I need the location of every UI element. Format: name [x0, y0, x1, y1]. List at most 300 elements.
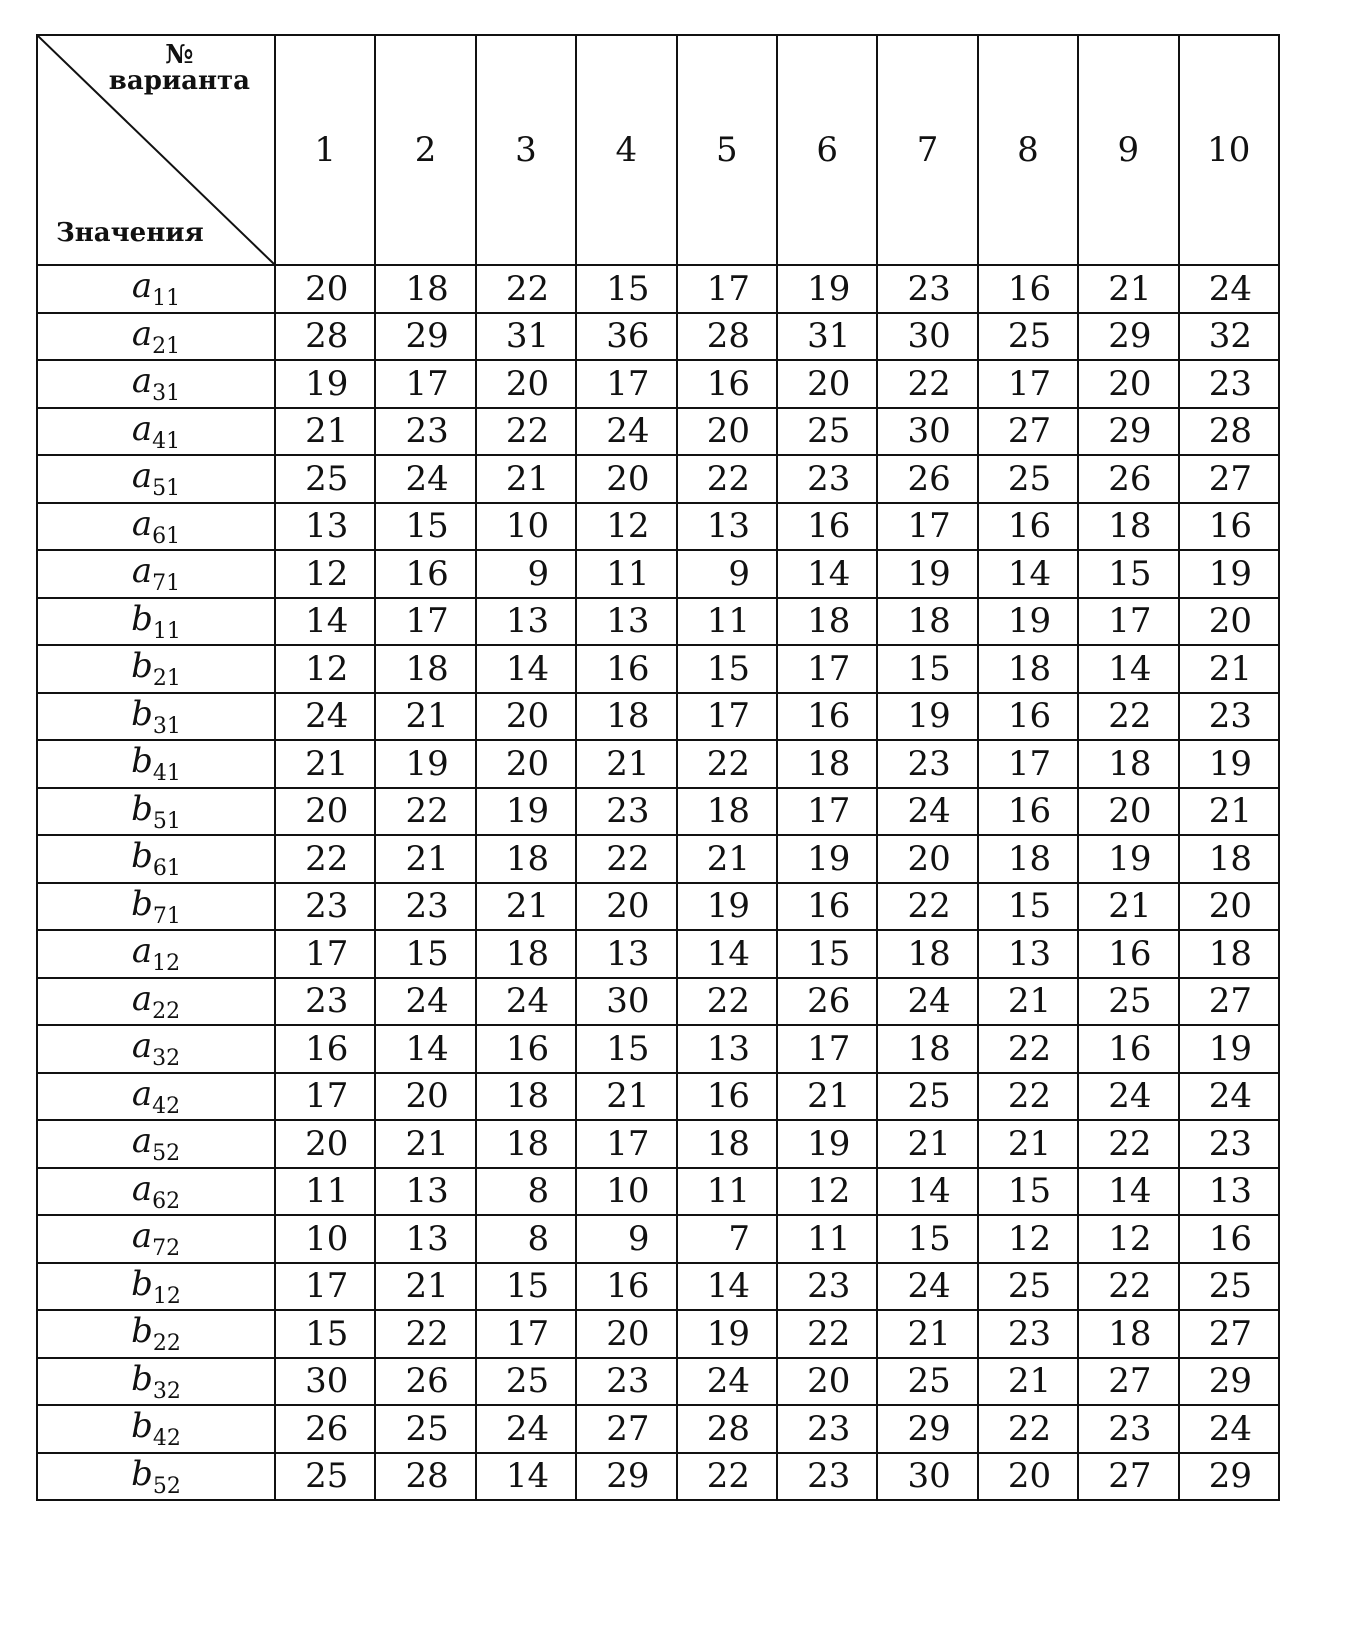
value-cell: 19 — [1179, 1025, 1279, 1073]
table-row — [37, 883, 1279, 931]
value-cell: 26 — [877, 455, 977, 503]
value-cell: 11 — [275, 1168, 375, 1216]
value-cell: 20 — [1179, 598, 1279, 646]
value-cell: 25 — [476, 1358, 576, 1406]
value-cell: 20 — [476, 360, 576, 408]
number-sign: № — [165, 40, 194, 70]
values-label: Значения — [56, 218, 204, 248]
row-label-variable: b — [131, 883, 153, 924]
row-label — [37, 503, 275, 551]
row-label-variable: a — [131, 1121, 153, 1162]
value-cell: 32 — [1179, 313, 1279, 361]
value-cell: 18 — [476, 1120, 576, 1168]
value-cell: 23 — [576, 1358, 676, 1406]
value-cell: 21 — [978, 1358, 1078, 1406]
row-label-variable: b — [131, 693, 153, 734]
row-label — [37, 883, 275, 931]
value-cell: 18 — [978, 645, 1078, 693]
value-cell: 21 — [1179, 645, 1279, 693]
row-label-subscript: 11 — [152, 618, 181, 644]
value-cell: 23 — [1078, 1405, 1178, 1453]
row-label-variable: a — [131, 456, 153, 497]
value-cell: 31 — [476, 313, 576, 361]
value-cell: 20 — [978, 1453, 1078, 1501]
table-row — [37, 550, 1279, 598]
value-cell: 14 — [677, 930, 777, 978]
value-cell: 23 — [375, 408, 475, 456]
row-label-subscript: 42 — [152, 1093, 181, 1119]
value-cell: 25 — [877, 1073, 977, 1121]
value-cell: 12 — [978, 1215, 1078, 1263]
value-cell: 12 — [1078, 1215, 1178, 1263]
value-cell: 27 — [1179, 1310, 1279, 1358]
value-cell: 21 — [677, 835, 777, 883]
table-row — [37, 1405, 1279, 1453]
value-cell: 17 — [978, 360, 1078, 408]
value-cell: 18 — [375, 645, 475, 693]
value-cell: 20 — [375, 1073, 475, 1121]
value-cell: 15 — [877, 1215, 977, 1263]
table-row — [37, 503, 1279, 551]
table-row — [37, 1073, 1279, 1121]
value-cell: 18 — [375, 265, 475, 313]
value-cell: 24 — [576, 408, 676, 456]
row-label — [37, 835, 275, 883]
table-row — [37, 1310, 1279, 1358]
value-cell: 24 — [375, 978, 475, 1026]
row-label-variable: a — [131, 1026, 153, 1067]
row-label-subscript: 32 — [152, 1378, 181, 1404]
row-label-subscript: 41 — [152, 428, 181, 454]
row-label-variable: b — [131, 741, 153, 782]
value-cell: 28 — [1179, 408, 1279, 456]
value-cell: 29 — [1179, 1358, 1279, 1406]
value-cell: 10 — [576, 1168, 676, 1216]
value-cell: 25 — [1179, 1263, 1279, 1311]
row-label-subscript: 61 — [152, 856, 181, 882]
value-cell: 16 — [777, 693, 877, 741]
row-label-subscript: 32 — [152, 1046, 181, 1072]
value-cell: 30 — [576, 978, 676, 1026]
row-label-subscript: 22 — [152, 1331, 181, 1357]
value-cell: 25 — [978, 1263, 1078, 1311]
value-cell: 14 — [375, 1025, 475, 1073]
value-cell: 19 — [677, 883, 777, 931]
value-cell: 18 — [978, 835, 1078, 883]
value-cell: 9 — [576, 1215, 676, 1263]
value-cell: 25 — [877, 1358, 977, 1406]
table-row — [37, 265, 1279, 313]
value-cell: 22 — [1078, 693, 1178, 741]
value-cell: 31 — [777, 313, 877, 361]
row-label — [37, 788, 275, 836]
row-label — [37, 693, 275, 741]
value-cell: 17 — [978, 740, 1078, 788]
row-label-variable: a — [131, 931, 153, 972]
value-cell: 22 — [677, 1453, 777, 1501]
value-cell: 16 — [978, 693, 1078, 741]
row-label-variable: a — [131, 503, 153, 544]
corner-header-cell — [37, 35, 275, 265]
value-cell: 30 — [275, 1358, 375, 1406]
table-row — [37, 740, 1279, 788]
value-cell: 8 — [476, 1168, 576, 1216]
value-cell: 29 — [1078, 313, 1178, 361]
table-row — [37, 598, 1279, 646]
value-cell: 14 — [777, 550, 877, 598]
table-row — [37, 835, 1279, 883]
value-cell: 13 — [375, 1168, 475, 1216]
value-cell: 25 — [1078, 978, 1178, 1026]
row-label-subscript: 22 — [152, 998, 181, 1024]
row-label-subscript: 41 — [152, 761, 181, 787]
row-label-subscript: 52 — [152, 1473, 181, 1499]
value-cell: 20 — [476, 693, 576, 741]
value-cell: 21 — [275, 408, 375, 456]
value-cell: 14 — [877, 1168, 977, 1216]
value-cell: 23 — [777, 1405, 877, 1453]
value-cell: 23 — [1179, 693, 1279, 741]
row-label — [37, 1168, 275, 1216]
value-cell: 23 — [1179, 1120, 1279, 1168]
value-cell: 17 — [275, 930, 375, 978]
table-row — [37, 1215, 1279, 1263]
value-cell: 29 — [877, 1405, 977, 1453]
row-label — [37, 1405, 275, 1453]
value-cell: 23 — [877, 740, 977, 788]
value-cell: 21 — [375, 835, 475, 883]
row-label-variable: b — [131, 646, 153, 687]
value-cell: 27 — [1179, 978, 1279, 1026]
value-cell: 20 — [1078, 360, 1178, 408]
value-cell: 19 — [1179, 740, 1279, 788]
value-cell: 16 — [1179, 503, 1279, 551]
value-cell: 10 — [476, 503, 576, 551]
table-row — [37, 1168, 1279, 1216]
value-cell: 17 — [877, 503, 977, 551]
value-cell: 22 — [476, 265, 576, 313]
row-label-subscript: 31 — [152, 713, 181, 739]
row-label — [37, 1358, 275, 1406]
value-cell: 23 — [275, 883, 375, 931]
value-cell: 22 — [677, 740, 777, 788]
value-cell: 16 — [275, 1025, 375, 1073]
value-cell: 24 — [1179, 1405, 1279, 1453]
value-cell: 19 — [1078, 835, 1178, 883]
value-cell: 21 — [375, 693, 475, 741]
value-cell: 14 — [476, 1453, 576, 1501]
value-cell: 21 — [1078, 265, 1178, 313]
row-label — [37, 1310, 275, 1358]
value-cell: 17 — [375, 360, 475, 408]
value-cell: 16 — [476, 1025, 576, 1073]
value-cell: 19 — [877, 550, 977, 598]
value-cell: 14 — [1078, 1168, 1178, 1216]
value-cell: 30 — [877, 313, 977, 361]
value-cell: 12 — [275, 645, 375, 693]
variant-header-5: 5 — [677, 35, 777, 265]
value-cell: 18 — [1078, 1310, 1178, 1358]
value-cell: 13 — [677, 1025, 777, 1073]
row-label — [37, 930, 275, 978]
row-label-subscript: 11 — [152, 286, 181, 312]
value-cell: 16 — [576, 1263, 676, 1311]
value-cell: 22 — [1078, 1263, 1178, 1311]
value-cell: 21 — [375, 1263, 475, 1311]
value-cell: 19 — [978, 598, 1078, 646]
value-cell: 21 — [978, 1120, 1078, 1168]
value-cell: 17 — [777, 645, 877, 693]
variant-header-7: 7 — [877, 35, 977, 265]
value-cell: 19 — [877, 693, 977, 741]
value-cell: 30 — [877, 408, 977, 456]
row-label-subscript: 61 — [152, 523, 181, 549]
value-cell: 21 — [476, 883, 576, 931]
value-cell: 16 — [375, 550, 475, 598]
value-cell: 28 — [677, 313, 777, 361]
variant-word: варианта — [108, 66, 250, 96]
value-cell: 22 — [275, 835, 375, 883]
row-label-subscript: 51 — [152, 808, 181, 834]
table-row — [37, 360, 1279, 408]
header-row — [37, 35, 1279, 265]
value-cell: 19 — [677, 1310, 777, 1358]
row-label-subscript: 21 — [152, 333, 181, 359]
value-cell: 16 — [1078, 1025, 1178, 1073]
value-cell: 14 — [1078, 645, 1178, 693]
value-cell: 21 — [877, 1120, 977, 1168]
value-cell: 28 — [375, 1453, 475, 1501]
row-label — [37, 978, 275, 1026]
value-cell: 14 — [476, 645, 576, 693]
value-cell: 11 — [677, 598, 777, 646]
row-label-variable: a — [131, 361, 153, 402]
value-cell: 13 — [978, 930, 1078, 978]
variant-header-6: 6 — [777, 35, 877, 265]
value-cell: 24 — [476, 1405, 576, 1453]
row-label-subscript: 51 — [152, 476, 181, 502]
value-cell: 21 — [375, 1120, 475, 1168]
value-cell: 9 — [677, 550, 777, 598]
row-label — [37, 1073, 275, 1121]
value-cell: 21 — [978, 978, 1078, 1026]
table-row — [37, 645, 1279, 693]
value-cell: 21 — [1078, 883, 1178, 931]
row-label-subscript: 12 — [152, 951, 181, 977]
value-cell: 25 — [375, 1405, 475, 1453]
value-cell: 17 — [677, 693, 777, 741]
value-cell: 19 — [777, 265, 877, 313]
variants-table — [36, 34, 1280, 1501]
value-cell: 16 — [576, 645, 676, 693]
table-row — [37, 1358, 1279, 1406]
value-cell: 23 — [777, 1263, 877, 1311]
value-cell: 23 — [777, 1453, 877, 1501]
value-cell: 17 — [275, 1073, 375, 1121]
value-cell: 11 — [576, 550, 676, 598]
value-cell: 20 — [275, 1120, 375, 1168]
value-cell: 15 — [576, 1025, 676, 1073]
value-cell: 15 — [275, 1310, 375, 1358]
value-cell: 20 — [1078, 788, 1178, 836]
value-cell: 15 — [978, 1168, 1078, 1216]
value-cell: 15 — [777, 930, 877, 978]
table-row — [37, 455, 1279, 503]
row-label-variable: b — [131, 1453, 153, 1494]
value-cell: 23 — [576, 788, 676, 836]
value-cell: 10 — [275, 1215, 375, 1263]
value-cell: 16 — [978, 503, 1078, 551]
value-cell: 18 — [476, 930, 576, 978]
value-cell: 15 — [978, 883, 1078, 931]
value-cell: 15 — [1078, 550, 1178, 598]
row-label-variable: a — [131, 313, 153, 354]
value-cell: 23 — [375, 883, 475, 931]
value-cell: 11 — [777, 1215, 877, 1263]
row-label-subscript: 72 — [152, 1236, 181, 1262]
row-label — [37, 645, 275, 693]
value-cell: 27 — [1078, 1453, 1178, 1501]
value-cell: 12 — [777, 1168, 877, 1216]
value-cell: 17 — [476, 1310, 576, 1358]
row-label-variable: a — [131, 1168, 153, 1209]
variant-header-9: 9 — [1078, 35, 1178, 265]
value-cell: 13 — [375, 1215, 475, 1263]
value-cell: 16 — [1179, 1215, 1279, 1263]
row-label-variable: a — [131, 1216, 153, 1257]
variant-header-3: 3 — [476, 35, 576, 265]
value-cell: 23 — [275, 978, 375, 1026]
value-cell: 20 — [576, 883, 676, 931]
value-cell: 27 — [576, 1405, 676, 1453]
value-cell: 14 — [275, 598, 375, 646]
row-label-subscript: 71 — [152, 571, 181, 597]
value-cell: 16 — [677, 360, 777, 408]
row-label — [37, 313, 275, 361]
value-cell: 17 — [275, 1263, 375, 1311]
row-label-variable: b — [131, 1358, 153, 1399]
value-cell: 13 — [476, 598, 576, 646]
value-cell: 24 — [1179, 265, 1279, 313]
value-cell: 23 — [777, 455, 877, 503]
value-cell: 20 — [275, 788, 375, 836]
value-cell: 20 — [677, 408, 777, 456]
value-cell: 21 — [777, 1073, 877, 1121]
variant-header-4: 4 — [576, 35, 676, 265]
value-cell: 15 — [877, 645, 977, 693]
table-row — [37, 408, 1279, 456]
row-label-variable: a — [131, 408, 153, 449]
value-cell: 29 — [1179, 1453, 1279, 1501]
value-cell: 15 — [576, 265, 676, 313]
value-cell: 18 — [1179, 930, 1279, 978]
row-label-variable: b — [131, 1406, 153, 1447]
value-cell: 25 — [978, 313, 1078, 361]
row-label-variable: b — [131, 836, 153, 877]
value-cell: 29 — [576, 1453, 676, 1501]
row-label — [37, 1453, 275, 1501]
variant-header-8: 8 — [978, 35, 1078, 265]
value-cell: 22 — [677, 455, 777, 503]
row-label — [37, 598, 275, 646]
row-label — [37, 455, 275, 503]
value-cell: 17 — [1078, 598, 1178, 646]
row-label — [37, 1263, 275, 1311]
row-label — [37, 408, 275, 456]
table-row — [37, 1453, 1279, 1501]
variant-number-label — [109, 42, 250, 94]
value-cell: 27 — [1078, 1358, 1178, 1406]
value-cell: 21 — [877, 1310, 977, 1358]
value-cell: 14 — [677, 1263, 777, 1311]
value-cell: 13 — [576, 930, 676, 978]
value-cell: 19 — [275, 360, 375, 408]
value-cell: 21 — [275, 740, 375, 788]
value-cell: 24 — [877, 1263, 977, 1311]
value-cell: 21 — [576, 740, 676, 788]
variant-header-2: 2 — [375, 35, 475, 265]
row-label — [37, 1215, 275, 1263]
value-cell: 20 — [1179, 883, 1279, 931]
row-label — [37, 1120, 275, 1168]
value-cell: 20 — [877, 835, 977, 883]
variant-header-10: 10 — [1179, 35, 1279, 265]
value-cell: 9 — [476, 550, 576, 598]
value-cell: 22 — [375, 788, 475, 836]
value-cell: 8 — [476, 1215, 576, 1263]
value-cell: 18 — [877, 1025, 977, 1073]
row-label-subscript: 52 — [152, 1141, 181, 1167]
value-cell: 19 — [777, 1120, 877, 1168]
value-cell: 24 — [275, 693, 375, 741]
row-label-subscript: 71 — [152, 903, 181, 929]
value-cell: 18 — [1179, 835, 1279, 883]
value-cell: 16 — [777, 883, 877, 931]
value-cell: 26 — [275, 1405, 375, 1453]
value-cell: 13 — [677, 503, 777, 551]
row-label — [37, 740, 275, 788]
value-cell: 23 — [1179, 360, 1279, 408]
row-label — [37, 265, 275, 313]
value-cell: 19 — [777, 835, 877, 883]
value-cell: 7 — [677, 1215, 777, 1263]
table-row — [37, 788, 1279, 836]
value-cell: 17 — [777, 1025, 877, 1073]
table-row — [37, 1120, 1279, 1168]
value-cell: 18 — [576, 693, 676, 741]
value-cell: 17 — [777, 788, 877, 836]
table-row — [37, 1025, 1279, 1073]
value-cell: 26 — [375, 1358, 475, 1406]
value-cell: 22 — [1078, 1120, 1178, 1168]
value-cell: 13 — [275, 503, 375, 551]
value-cell: 24 — [476, 978, 576, 1026]
value-cell: 18 — [877, 930, 977, 978]
value-cell: 17 — [576, 1120, 676, 1168]
value-cell: 22 — [576, 835, 676, 883]
row-label-variable: b — [131, 788, 153, 829]
row-label-subscript: 31 — [152, 381, 181, 407]
row-label-variable: a — [131, 551, 153, 592]
table-row — [37, 1263, 1279, 1311]
value-cell: 18 — [476, 1073, 576, 1121]
value-cell: 19 — [1179, 550, 1279, 598]
value-cell: 15 — [677, 645, 777, 693]
value-cell: 23 — [978, 1310, 1078, 1358]
value-cell: 22 — [978, 1073, 1078, 1121]
value-cell: 15 — [476, 1263, 576, 1311]
value-cell: 14 — [978, 550, 1078, 598]
